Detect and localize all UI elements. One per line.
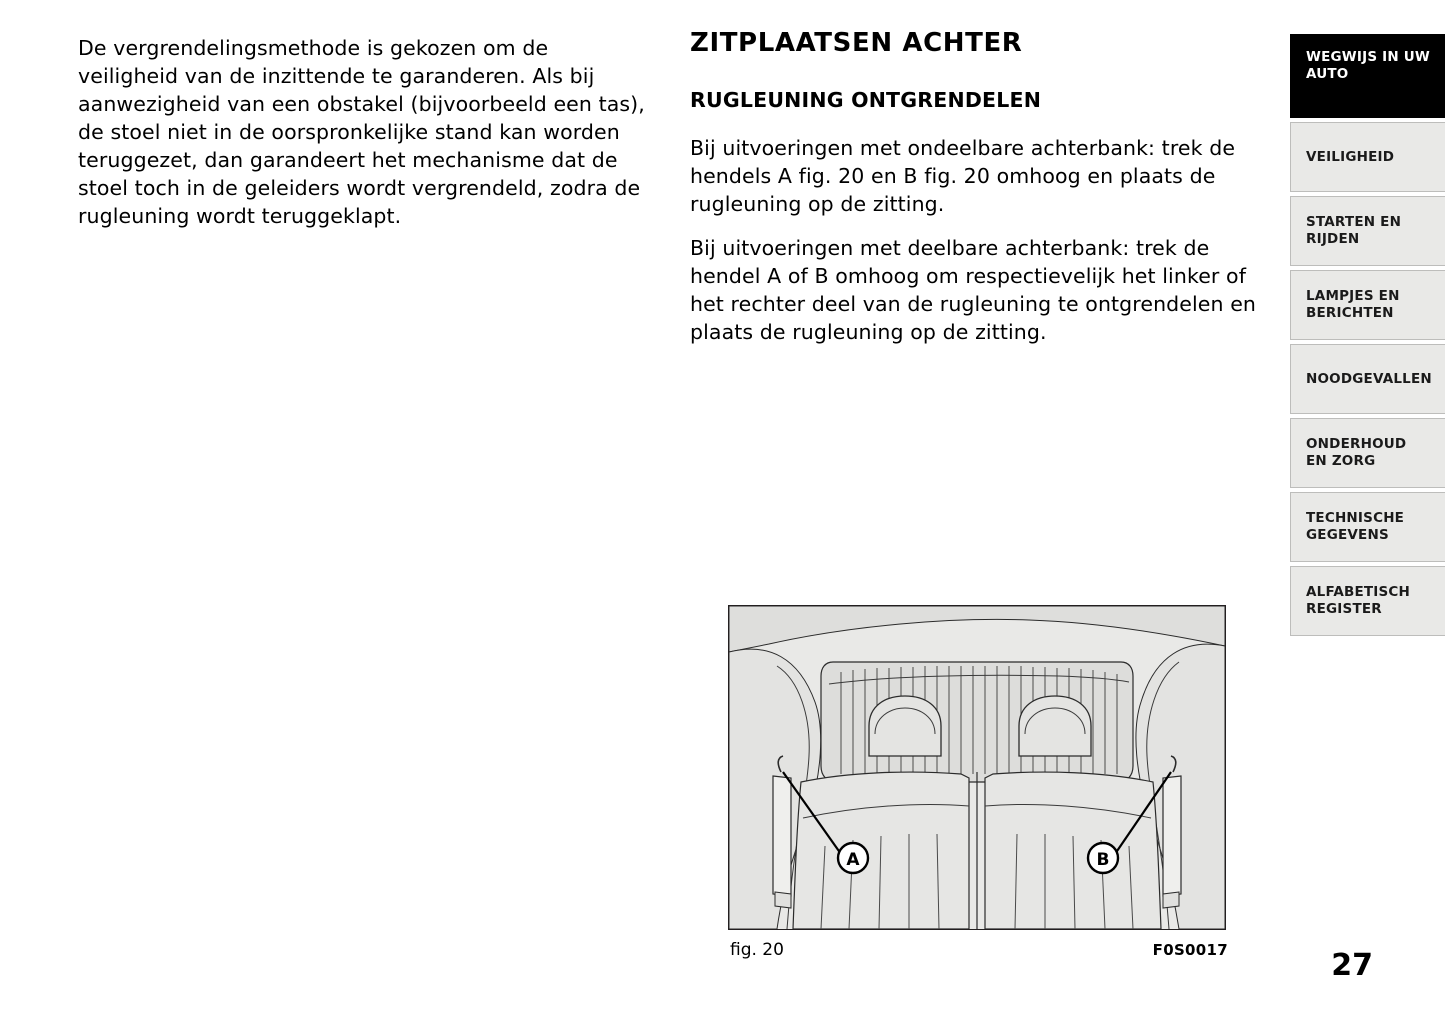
sidebar-item-label: ONDERHOUD EN ZORG — [1306, 436, 1407, 469]
left-text-column — [78, 34, 653, 247]
sidebar-item-label: NOODGEVALLEN — [1306, 370, 1432, 387]
figure-image — [728, 605, 1226, 930]
sidebar-item-technische-gegevens[interactable] — [1290, 492, 1445, 562]
paragraph: De vergrendelingsmethode is gekozen om de veiligheid van de inzittende te garanderen. Als bij aanwezigheid van een obstakel (bijvoorbeeld een tas), de stoel niet in de oorspronkelijke stand kan worden teruggezet, dan garandeert het mechanisme dat de stoel toch in de geleiders wordt vergrendeld, zodra de rugleuning wordt teruggeklapt. — [78, 36, 645, 229]
sidebar-item-alfabetisch-register[interactable] — [1290, 566, 1445, 636]
sidebar-item-noodgevallen[interactable] — [1290, 344, 1445, 414]
callout-b-label: B — [1096, 850, 1110, 870]
sidebar-item-label: ALFABETISCH REGISTER — [1306, 584, 1411, 617]
sidebar-item-starten-en-rijden[interactable] — [1290, 196, 1445, 266]
figure-caption-row — [728, 936, 1228, 966]
sidebar-item-onderhoud-en-zorg[interactable] — [1290, 418, 1445, 488]
rear-seat-illustration — [729, 606, 1225, 929]
sidebar-item-wegwijs-in-uw-auto[interactable] — [1290, 34, 1445, 118]
sidebar-item-label: VEILIGHEID — [1306, 148, 1395, 165]
sidebar-item-label: STARTEN EN RIJDEN — [1306, 214, 1402, 247]
page-number: 27 — [1331, 948, 1373, 983]
paragraph: Bij uitvoeringen met deelbare achterbank: trek de hendel A of B omhoog om respectievelijk het linker of het rechter deel van de rugleuning te ontgrendelen en plaats de rugleuning op de zitting. — [690, 236, 1257, 345]
sidebar-item-label: LAMPJES EN BERICHTEN — [1306, 288, 1400, 321]
paragraph: Bij uitvoeringen met ondeelbare achterbank: trek de hendels A fig. 20 en B fig. 20 omhoog en plaats de rugleuning op de zitting. — [690, 136, 1236, 217]
figure-caption: fig. 20 — [730, 940, 784, 960]
sidebar-item-label: WEGWIJS IN UW AUTO — [1306, 49, 1431, 82]
right-text-column — [690, 28, 1260, 363]
chapter-tab-rail — [1290, 34, 1445, 640]
sidebar-item-lampjes-en-berichten[interactable] — [1290, 270, 1445, 340]
sidebar-item-label: TECHNISCHE GEGEVENS — [1306, 510, 1405, 543]
section-title: ZITPLAATSEN ACHTER — [690, 28, 1023, 58]
figure-code: F0S0017 — [1152, 941, 1228, 959]
sidebar-item-veiligheid[interactable] — [1290, 122, 1445, 192]
figure-block — [728, 605, 1228, 966]
subsection-title: RUGLEUNING ONTGRENDELEN — [690, 88, 1042, 112]
callout-a-label: A — [846, 850, 860, 870]
